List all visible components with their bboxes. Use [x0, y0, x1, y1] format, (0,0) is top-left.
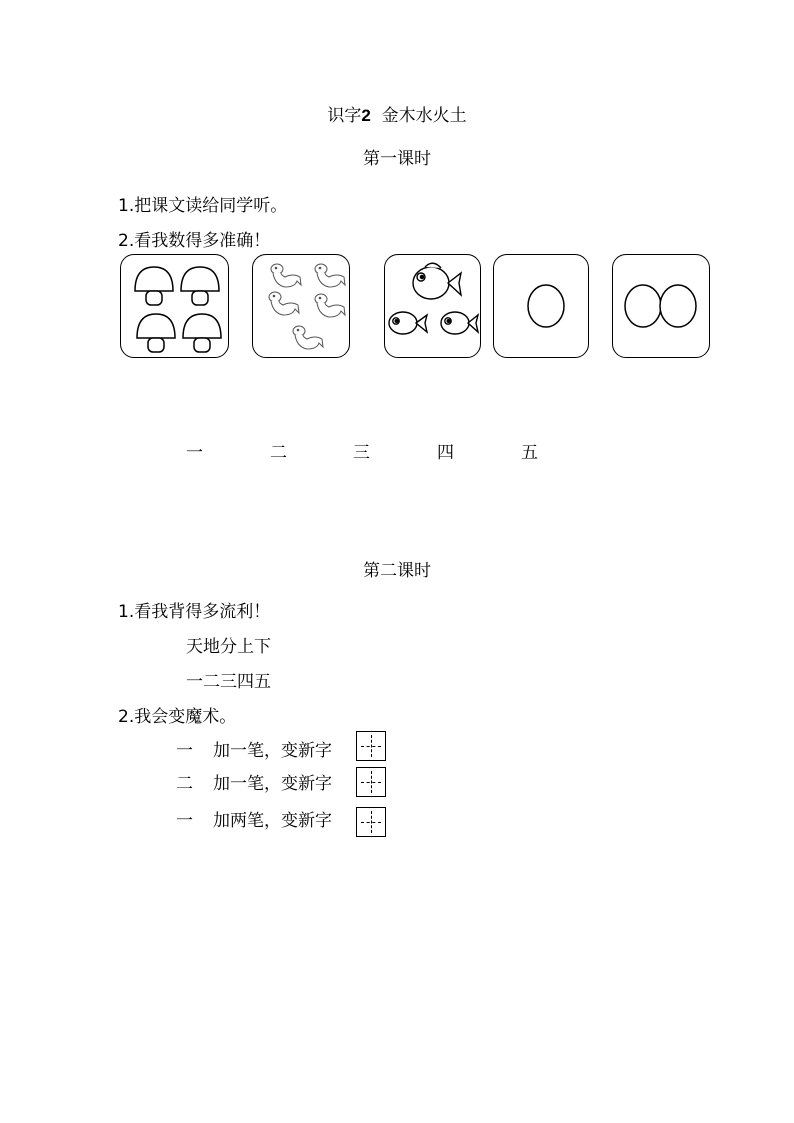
picture-box-fish [384, 254, 481, 358]
picture-box-one-circle [493, 254, 589, 358]
title-name: 金木水火土 [381, 106, 467, 126]
circle-icon [613, 255, 711, 359]
number-two: 二 [270, 443, 287, 463]
fish-icon [385, 255, 482, 359]
title-prefix: 识字 [327, 106, 362, 126]
lesson1-question-1: 1.把课文读给同学听。 [118, 196, 288, 216]
lesson1-question-2: 2.看我数得多准确！ [118, 231, 271, 251]
magic-base-1: 一 [176, 741, 193, 761]
mushroom-icon [121, 255, 230, 359]
title-number: 2 [361, 106, 371, 125]
picture-box-two-circles [612, 254, 710, 358]
lesson2-heading: 第二课时 [363, 561, 431, 581]
magic-base-3: 一 [176, 811, 193, 831]
poem-line-1: 天地分上下 [186, 637, 271, 657]
number-three: 三 [353, 443, 370, 463]
circle-icon [494, 255, 590, 359]
page-title [0, 106, 794, 126]
lesson2-question-1: 1.看我背得多流利！ [118, 602, 271, 622]
seal-icon [253, 255, 351, 359]
magic-text-3: 加两笔，变新字 [213, 811, 332, 831]
magic-base-2: 二 [176, 774, 193, 794]
poem-line-2: 一二三四五 [186, 672, 271, 692]
magic-text-2: 加一笔，变新字 [213, 774, 332, 794]
magic-text-1: 加一笔，变新字 [213, 741, 332, 761]
number-five: 五 [521, 443, 538, 463]
number-four: 四 [437, 443, 454, 463]
answer-grid-2[interactable] [356, 767, 386, 797]
lesson1-heading: 第一课时 [363, 149, 431, 169]
answer-grid-1[interactable] [356, 731, 386, 761]
number-one: 一 [186, 443, 203, 463]
picture-box-mushrooms [120, 254, 229, 358]
lesson2-question-2: 2.我会变魔术。 [118, 707, 237, 727]
picture-box-seals [252, 254, 350, 358]
answer-grid-3[interactable] [356, 807, 386, 837]
